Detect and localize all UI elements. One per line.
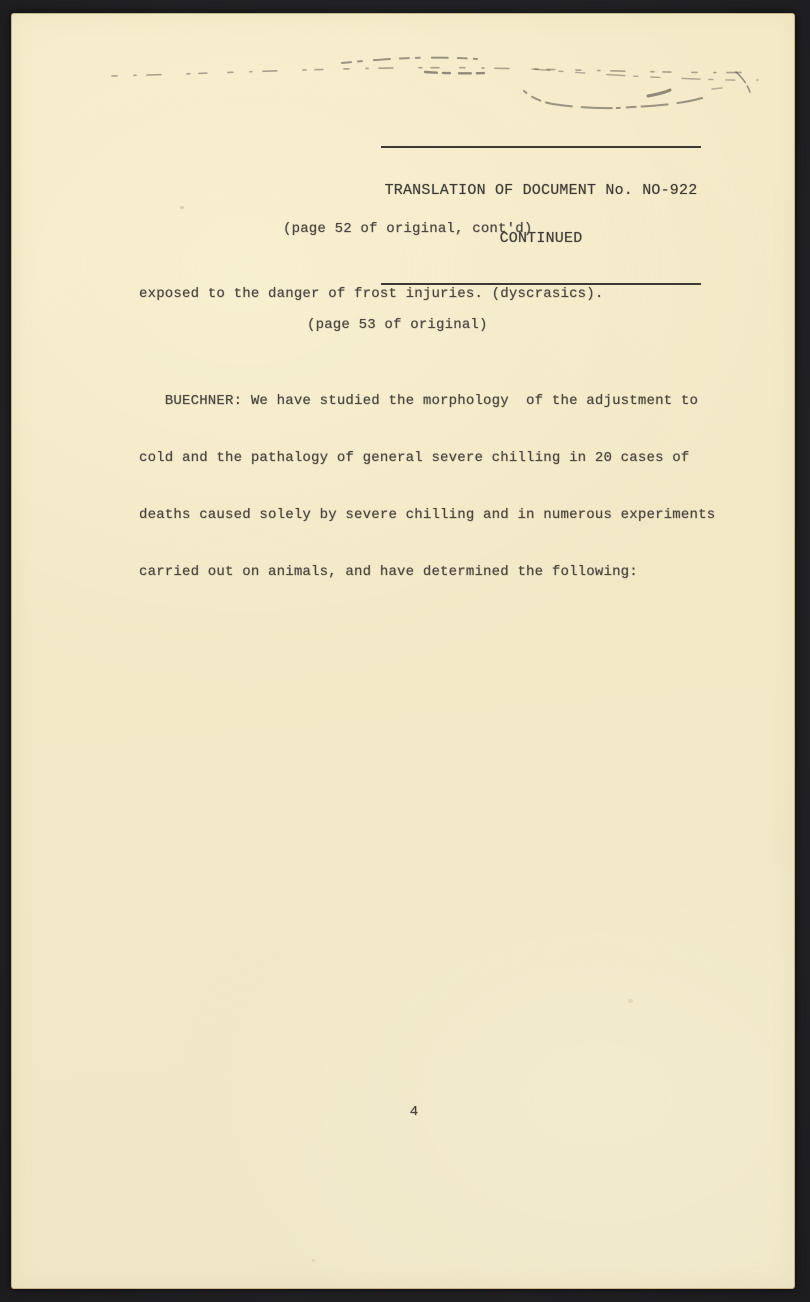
paragraph-line: cold and the pathalogy of general severe chilling in 20 cases of — [139, 450, 690, 466]
document-header-continued: CONTINUED — [499, 230, 583, 247]
paper-speck — [180, 206, 184, 209]
page-note-52: (page 52 of original, cont'd) — [283, 221, 533, 237]
paper-speck — [628, 999, 633, 1003]
page-sheet — [11, 13, 795, 1289]
document-header — [381, 146, 701, 285]
paragraph-line: carried out on animals, and have determined the following: — [139, 564, 638, 580]
paper-speck — [312, 1259, 315, 1262]
page-note-53: (page 53 of original) — [307, 317, 488, 333]
paragraph-line: deaths caused solely by severe chilling and in numerous experiments — [139, 507, 716, 523]
page-number: 4 — [409, 1104, 419, 1120]
body-sentence: exposed to the danger of frost injuries. (dyscrasics). — [139, 286, 604, 302]
document-header-title: TRANSLATION OF DOCUMENT No. NO-922 — [384, 182, 698, 199]
testimony-paragraph — [139, 354, 715, 620]
scan-smudge-marks — [12, 14, 796, 144]
paragraph-line: BUECHNER: We have studied the morphology of the adjustment to — [139, 393, 699, 409]
